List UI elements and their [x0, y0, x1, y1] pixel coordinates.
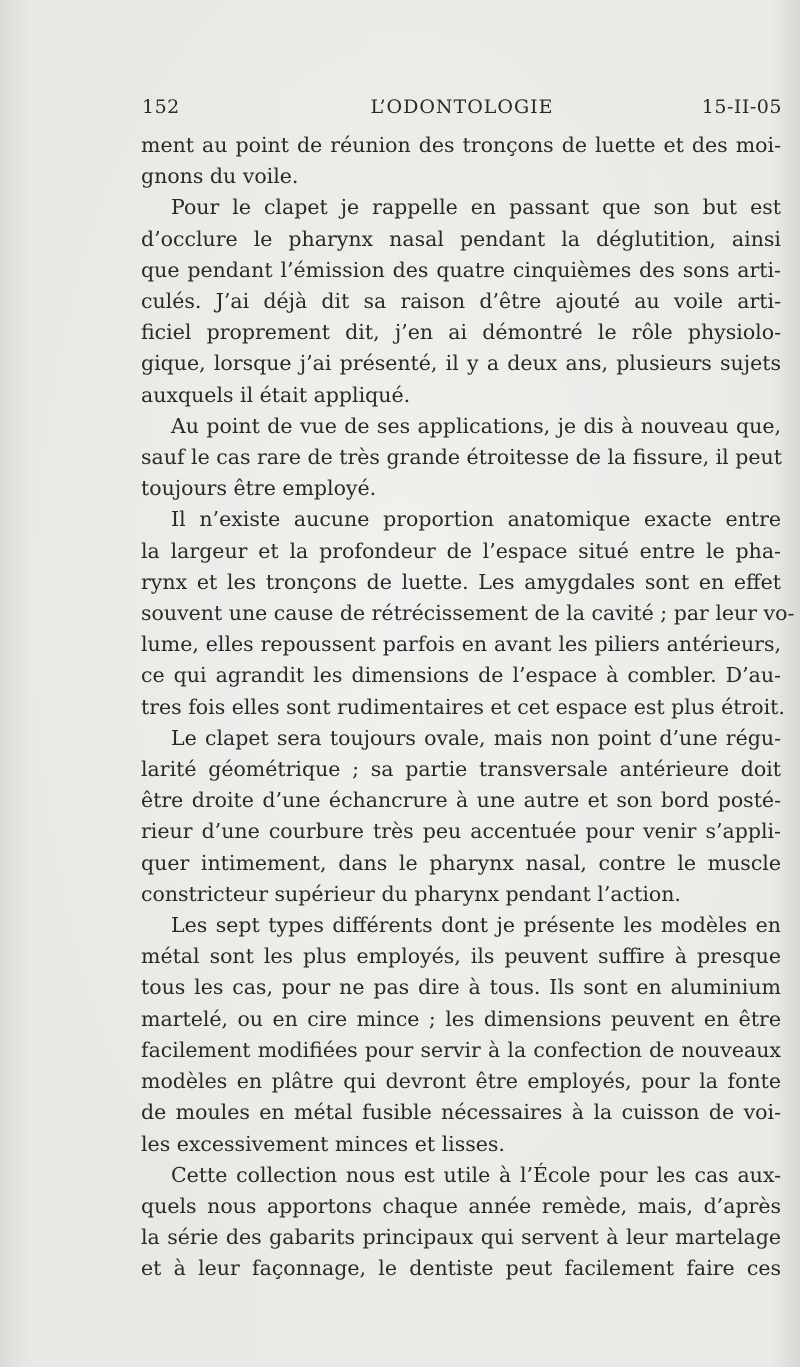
paragraph-start-line: Il n’existe aucune proportion anatomique exacte entre	[171, 507, 781, 532]
text-line: être droite d’une échancrure à une autre et son bord posté-	[141, 788, 781, 813]
text-line: la série des gabarits principaux qui servent à leur martelage	[141, 1225, 781, 1250]
text-line: larité géométrique ; sa partie transversale antérieure doit	[141, 757, 781, 782]
text-line: martelé, ou en cire mince ; les dimensions peuvent en être	[141, 1006, 781, 1031]
paragraph-start-line: Les sept types différents dont je présente les modèles en	[171, 913, 781, 938]
text-line: ce qui agrandit les dimensions de l’espace à combler. D’au-	[141, 663, 781, 688]
paragraph-start-line: Pour le clapet je rappelle en passant que son but est	[171, 195, 781, 220]
running-title: L’ODONTOLOGIE	[370, 96, 554, 118]
text-line: que pendant l’émission des quatre cinquièmes des sons arti-	[141, 257, 781, 282]
text-line: tous les cas, pour ne pas dire à tous. Ils sont en aluminium	[141, 975, 781, 1000]
paragraph-start-line: Cette collection nous est utile à l’École pour les cas aux-	[171, 1162, 781, 1187]
text-line: la largeur et la profondeur de l’espace situé entre le pha-	[141, 538, 781, 563]
text-line: rynx et les tronçons de luette. Les amygdales sont en effet	[141, 569, 781, 594]
paragraph-start-line: Au point de vue de ses applications, je dis à nouveau que,	[171, 413, 781, 438]
page-header	[142, 96, 782, 126]
text-line: facilement modifiées pour servir à la confection de nouveaux	[141, 1037, 781, 1062]
text-line: sauf le cas rare de très grande étroitesse de la fissure, il peut	[141, 445, 782, 470]
text-line: ment au point de réunion des tronçons de luette et des moi-	[141, 133, 781, 157]
text-line: et à leur façonnage, le dentiste peut facilement faire ces	[141, 1256, 781, 1281]
text-line: rieur d’une courbure très peu accentuée pour venir s’appli-	[141, 819, 781, 844]
text-line: gnons du voile.	[141, 164, 299, 189]
text-line: de moules en métal fusible nécessaires à la cuisson de voi-	[141, 1100, 781, 1125]
text-line: quels nous apportons chaque année remède, mais, d’après	[141, 1193, 781, 1218]
text-line: tres fois elles sont rudimentaires et cet espace est plus étroit.	[141, 694, 785, 719]
text-line: culés. J’ai déjà dit sa raison d’être ajouté au voile arti-	[141, 289, 781, 314]
issue-date: 15-II-05	[701, 96, 782, 118]
text-line: les excessivement minces et lisses.	[141, 1131, 505, 1156]
text-line: constricteur supérieur du pharynx pendant l’action.	[141, 881, 681, 906]
page-number: 152	[142, 96, 180, 118]
text-line: modèles en plâtre qui devront être employés, pour la fonte	[141, 1069, 781, 1094]
text-line: d’occlure le pharynx nasal pendant la déglutition, ainsi	[141, 226, 781, 251]
text-line: souvent une cause de rétrécissement de la cavité ; par leur vo-	[141, 601, 795, 626]
text-line: lume, elles repoussent parfois en avant les piliers antérieurs,	[141, 632, 781, 657]
text-line: ficiel proprement dit, j’en ai démontré le rôle physiolo-	[141, 320, 781, 345]
paragraph-start-line: Le clapet sera toujours ovale, mais non point d’une régu-	[171, 725, 781, 750]
text-line: métal sont les plus employés, ils peuvent suffire à presque	[141, 944, 781, 969]
text-line: auxquels il était appliqué.	[141, 382, 411, 407]
text-line: toujours être employé.	[141, 476, 377, 501]
text-line: quer intimement, dans le pharynx nasal, contre le muscle	[141, 850, 781, 875]
text-line: gique, lorsque j’ai présenté, il y a deux ans, plusieurs sujets	[141, 351, 781, 376]
body-text	[141, 130, 795, 1285]
